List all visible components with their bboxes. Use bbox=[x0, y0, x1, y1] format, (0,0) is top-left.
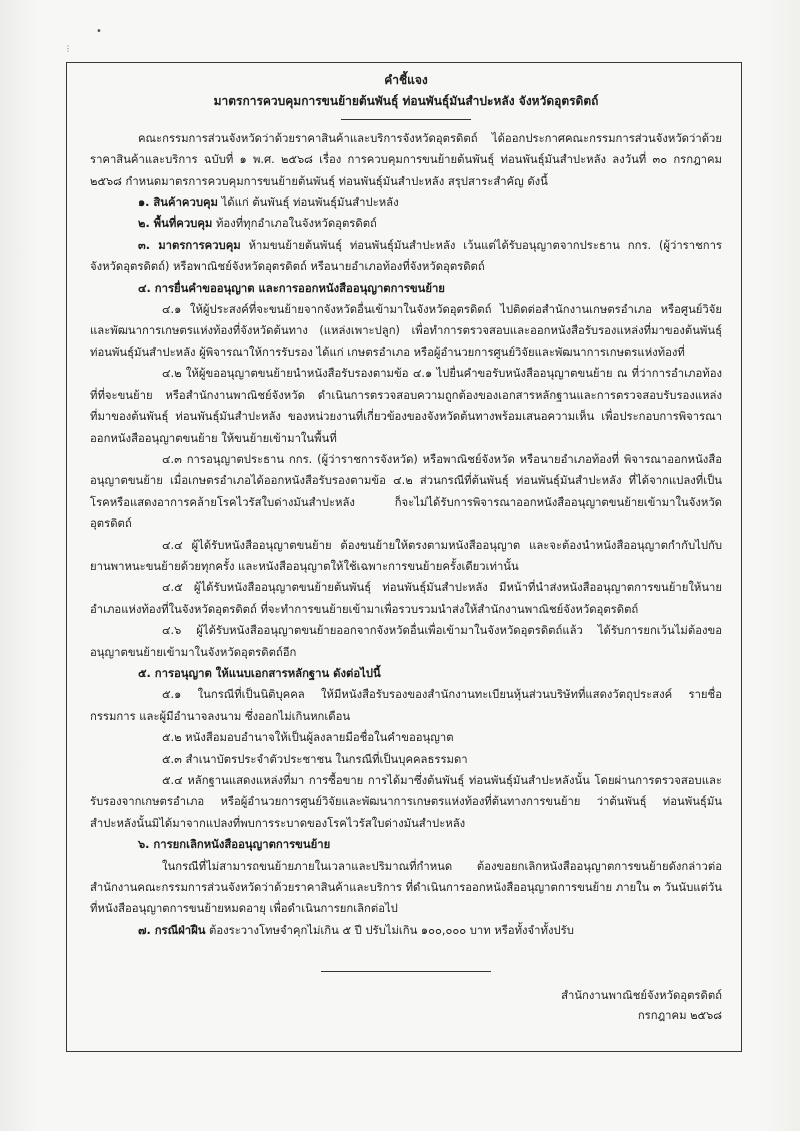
section-5-heading: ๕. การอนุญาต ให้แนบเอกสารหลักฐาน ดังต่อไปนี้ bbox=[138, 666, 381, 680]
section-4-heading: ๔. การยื่นคำขออนุญาต และการออกหนังสืออนุญาตการขนย้าย bbox=[138, 281, 445, 295]
document-title: คำชี้แจง bbox=[384, 73, 428, 87]
closing-divider bbox=[321, 971, 491, 972]
document-subtitle: มาตรการควบคุมการขนย้ายต้นพันธุ์ ท่อนพันธุ์มันสำปะหลัง จังหวัดอุตรดิตถ์ bbox=[213, 94, 599, 109]
section-2-label: ๒. พื้นที่ควบคุม bbox=[138, 217, 213, 231]
section-1-label: ๑. สินค้าควบคุม bbox=[138, 196, 218, 210]
section-3-text: ห้ามขนย้ายต้นพันธุ์ ท่อนพันธุ์มันสำปะหลัง เว้นแต่ได้รับอนุญาตจากประธาน กกร. (ผู้ว่าราชการจังหวัดอุตรดิตถ์) หรือพาณิชย์จังหวัดอุตรดิตถ์ หรือนายอำเภอท้องที่จังหวัดอุตรดิตถ์ bbox=[90, 238, 722, 274]
section-7 bbox=[90, 920, 722, 941]
section-7-text: ต้องระวางโทษจำคุกไม่เกิน ๕ ปี ปรับไม่เกิน ๑๐๐,๐๐๐ บาท หรือทั้งจำทั้งปรับ bbox=[205, 923, 574, 937]
clause-4-1: ๔.๑ ให้ผู้ประสงค์ที่จะขนย้ายจากจังหวัดอื่นเข้ามาในจังหวัดอุตรดิตถ์ ไปติดต่อสำนักงานเกษตรอำเภอ หรือศูนย์วิจัยและพัฒนาการเกษตรแห่งท้องที่จังหวัดต้นทาง (แหล่งเพาะปลูก) เพื่อทำการตรวจสอบและออกหนังสือรับรองแหล่งที่มาของต้นพันธุ์ ท่อนพันธุ์มันสำปะหลัง ผู้พิจารณาให้การรับรอง ได้แก่ เกษตรอำเภอ หรือผู้อำนวยการศูนย์วิจัยและพัฒนาการเกษตรแห่งท้องที่ bbox=[90, 303, 722, 359]
clause-5-2: ๕.๒ หนังสือมอบอำนาจให้เป็นผู้ลงลายมือชื่อในคำขออนุญาต bbox=[162, 731, 454, 745]
clause-4-4: ๔.๔ ผู้ได้รับหนังสืออนุญาตขนย้าย ต้องขนย้ายให้ตรงตามหนังสืออนุญาต และจะต้องนำหนังสืออนุญาตกำกับไปกับยานพาหนะขนย้ายด้วยทุกครั้ง และหนังสืออนุญาตให้ใช้เฉพาะการขนย้ายครั้งเดียวเท่านั้น bbox=[90, 538, 722, 573]
section-2 bbox=[90, 213, 722, 234]
clause-5-1: ๕.๑ ในกรณีที่เป็นนิติบุคคล ให้มีหนังสือรับรองของสำนักงานทะเบียนหุ้นส่วนบริษัทที่แสดงวัตถุประสงค์ รายชื่อกรรมการ และผู้มีอำนาจลงนาม ซึ่งออกไม่เกินหกเดือน bbox=[90, 688, 722, 723]
clause-4-5: ๔.๕ ผู้ได้รับหนังสืออนุญาตขนย้ายต้นพันธุ์ ท่อนพันธุ์มันสำปะหลัง มีหน้าที่นำส่งหนังสืออนุญาตการขนย้ายให้นายอำเภอแห่งท้องที่ในจังหวัดอุตรดิตถ์ ที่จะทำการขนย้ายเข้ามาเพื่อรวบรวมนำส่งให้สำนักงานพาณิชย์จังหวัดอุตรดิตถ์ bbox=[90, 581, 722, 616]
section-2-text: ท้องที่ทุกอำเภอในจังหวัดอุตรดิตถ์ bbox=[212, 217, 377, 231]
clause-5-3: ๕.๓ สำเนาบัตรประจำตัวประชาชน ในกรณีที่เป็นบุคคลธรรมดา bbox=[162, 752, 468, 766]
scan-dots: ⋮ bbox=[64, 44, 72, 53]
section-6-heading: ๖. การยกเลิกหนังสืออนุญาตการขนย้าย bbox=[138, 838, 331, 852]
document-body bbox=[90, 70, 722, 1026]
clause-5-4: ๕.๔ หลักฐานแสดงแหล่งที่มา การซื้อขาย การได้มาซึ่งต้นพันธุ์ ท่อนพันธุ์มันสำปะหลังนั้น โดยผ่านการตรวจสอบและรับรองจากเกษตรอำเภอ หรือผู้อำนวยการศูนย์วิจัยและพัฒนาการเกษตรแห่งท้องที่ต้นทางการขนย้าย ว่าต้นพันธุ์ ท่อนพันธุ์มันสำปะหลังนั้นมิได้มาจากแปลงที่พบการระบาดของโรคไวรัสใบด่างมันสำปะหลัง bbox=[90, 774, 722, 830]
section-1-text: ได้แก่ ต้นพันธุ์ ท่อนพันธุ์มันสำปะหลัง bbox=[218, 196, 399, 210]
section-1 bbox=[90, 192, 722, 213]
section-7-label: ๗. กรณีฝ่าฝืน bbox=[138, 923, 206, 937]
intro-paragraph: คณะกรรมการส่วนจังหวัดว่าด้วยราคาสินค้าและบริการจังหวัดอุตรดิตถ์ ได้ออกประกาศคณะกรรมการส่วนจังหวัดว่าด้วยราคาสินค้าและบริการ ฉบับที่ ๑ พ.ศ. ๒๕๖๘ เรื่อง การควบคุมการขนย้ายต้นพันธุ์ ท่อนพันธุ์มันสำปะหลัง ลงวันที่ ๓๐ กรกฎาคม ๒๕๖๘ กำหนดมาตรการควบคุมการขนย้ายต้นพันธุ์ ท่อนพันธุ์มันสำปะหลัง สรุปสาระสำคัญ ดังนี้ bbox=[90, 131, 722, 188]
clause-4-6: ๔.๖ ผู้ได้รับหนังสืออนุญาตขนย้ายออกจากจังหวัดอื่นเพื่อเข้ามาในจังหวัดอุตรดิตถ์แล้ว ได้รับการยกเว้นไม่ต้องขออนุญาตขนย้ายเข้ามาในจังหวัดอุตรดิตถ์อีก bbox=[90, 624, 722, 659]
clause-4-3: ๔.๓ การอนุญาตประธาน กกร. (ผู้ว่าราชการจังหวัด) หรือพาณิชย์จังหวัด หรือนายอำเภอท้องที่ พิจารณาออกหนังสืออนุญาตขนย้าย เมื่อเกษตรอำเภอได้ออกหนังสือรับรองตามข้อ ๔.๒ ส่วนกรณีที่ต้นพันธุ์ ท่อนพันธุ์มันสำปะหลัง ที่ได้จากแปลงที่เป็นโรคหรือแสดงอาการคล้ายโรคไวรัสใบด่างมันสำปะหลัง ก็จะไม่ได้รับการพิจารณาออกหนังสืออนุญาตขนย้ายเข้ามาในจังหวัดอุตรดิตถ์ bbox=[90, 452, 722, 531]
issuer-name: สำนักงานพาณิชย์จังหวัดอุตรดิตถ์ bbox=[561, 989, 722, 1003]
scan-speck: • bbox=[96, 26, 102, 37]
section-6-text: ในกรณีที่ไม่สามารถขนย้ายภายในเวลาและปริมาณที่กำหนด ต้องขอยกเลิกหนังสืออนุญาตการขนย้ายดังกล่าวต่อสำนักงานคณะกรรมการส่วนจังหวัดว่าด้วยราคาสินค้าและบริการ ที่ดำเนินการออกหนังสืออนุญาตการขนย้าย ภายใน ๓ วันนับแต่วันที่หนังสืออนุญาตการขนย้ายหมดอายุ เพื่อดำเนินการยกเลิกต่อไป bbox=[90, 859, 722, 916]
section-3 bbox=[90, 235, 722, 278]
issue-date: กรกฎาคม ๒๕๖๘ bbox=[637, 1009, 722, 1023]
title-divider bbox=[341, 119, 471, 120]
section-3-label: ๓. มาตรการควบคุม bbox=[138, 238, 241, 252]
clause-4-2: ๔.๒ ให้ผู้ขออนุญาตขนย้ายนำหนังสือรับรองตามข้อ ๔.๑ ไปยื่นคำขอรับหนังสืออนุญาตขนย้าย ณ ที่ว่าการอำเภอท้องที่ที่จะขนย้าย หรือสำนักงานพาณิชย์จังหวัด ดำเนินการตรวจสอบความถูกต้องของเอกสารหลักฐานและการตรวจสอบรับรองแหล่งที่มาของต้นพันธุ์ ท่อนพันธุ์มันสำปะหลัง ของหน่วยงานที่เกี่ยวข้องของจังหวัดต้นทางพร้อมเสนอความเห็น เพื่อประกอบการพิจารณาออกหนังสืออนุญาตขนย้าย ให้ขนย้ายเข้ามาในพื้นที่ bbox=[90, 367, 722, 445]
